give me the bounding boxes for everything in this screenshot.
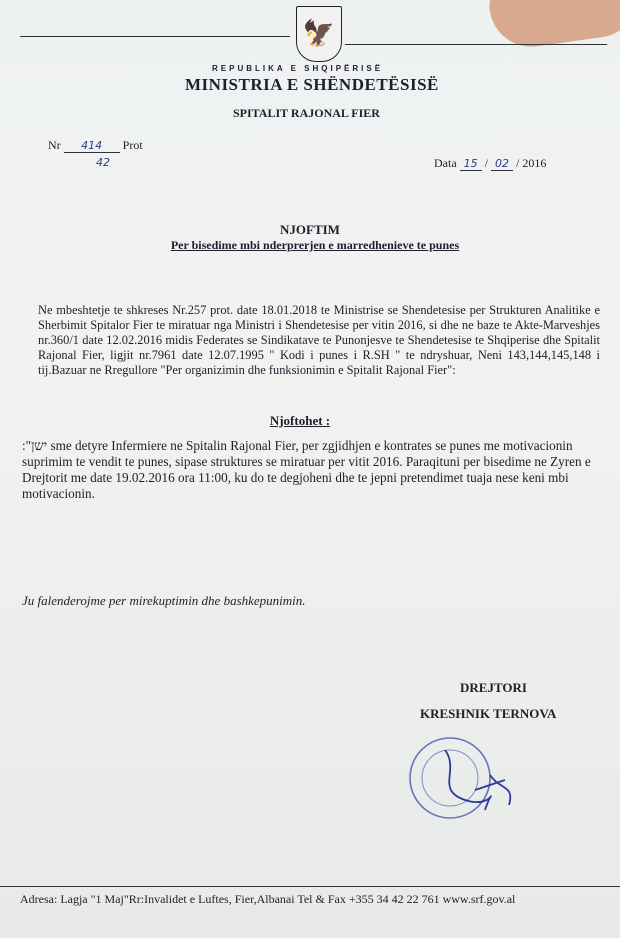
date-day: 15 — [460, 157, 482, 171]
signatory-title: DREJTORI — [460, 680, 527, 695]
footer-address: Adresa: Lagja "1 Maj"Rr:Invalidet e Luftes, Fier,Albanai Tel & Fax +355 34 42 22 761 www.srf.gov.al — [20, 892, 516, 906]
date-year: 2016 — [522, 156, 547, 170]
notice-subject: Per bisedime mbi nderprerjen e marredhenieve te punes — [170, 238, 460, 252]
nr-subnumber: 42 — [96, 156, 110, 169]
notice-paragraph: Ne mbeshtetje te shkreses Nr.257 prot. date 18.01.2018 te Ministrise se Shendetesise per Strukturen Analitike e Sherbimit Spitalor Fier te miratuar nga Ministri i Shendetesise per vitin 2016, si dhe ne baze te Akte-Marveshjes nr.360/1 date 12.02.2016 midis Federates se Sindikatave te Punonjesve te Shendetesise te Shqiperise dhe Spitalit Rajonal Fier, ligjit nr.7961 date 12.07.1995 " Kodi i punes i R.SH " te ndryshuar, Neni 143,144,145,148 i tij.Bazuar ne Rregullore "Per organizimin dhe funksionimin e Spitalit Rajonal Fier": — [38, 303, 600, 377]
signatory-name: KRESHNIK TERNOVA — [420, 706, 557, 721]
ministry-name: MINISTRIA E SHËNDETËSISË — [185, 75, 439, 94]
reference-number — [48, 138, 143, 153]
eagle-emblem-icon: 🦅 — [296, 6, 342, 62]
header-rule-right — [345, 44, 607, 45]
hospital-name: SPITALIT RAJONAL FIER — [233, 106, 380, 120]
nr-value: 414 — [64, 139, 120, 153]
notice-title: NJOFTIM — [280, 222, 340, 237]
header-rule-left — [20, 36, 290, 37]
footer-rule — [0, 886, 620, 887]
date-month: 02 — [491, 157, 513, 171]
nr-label: Nr — [48, 138, 61, 152]
thanks-line: Ju falenderojme per mirekuptimin dhe bashkepunimin. — [22, 593, 306, 608]
announce-heading: Njoftohet : — [269, 413, 331, 428]
data-label: Data — [434, 156, 457, 170]
prot-label: Prot — [122, 138, 143, 152]
date-field: Data 15 / 02 / 2016 — [434, 156, 547, 170]
stamp-signature-icon — [405, 720, 525, 830]
announce-body: :"ישן sme detyre Infermiere ne Spitalin Rajonal Fier, per zgjidhjen e kontrates se punes me motivacionin suprimim te vendit te punes, sipase struktures se miratuar per vitit 2016. Paraqituni per bisedime ne Zyren e Drejtorit me date 19.02.2016 ora 11:00, ku do te degjoheni dhe te jepni pretendimet tuaja nese keni mbi motivacionin. — [22, 438, 591, 501]
republic-line: REPUBLIKA E SHQIPËRISË — [212, 64, 384, 73]
